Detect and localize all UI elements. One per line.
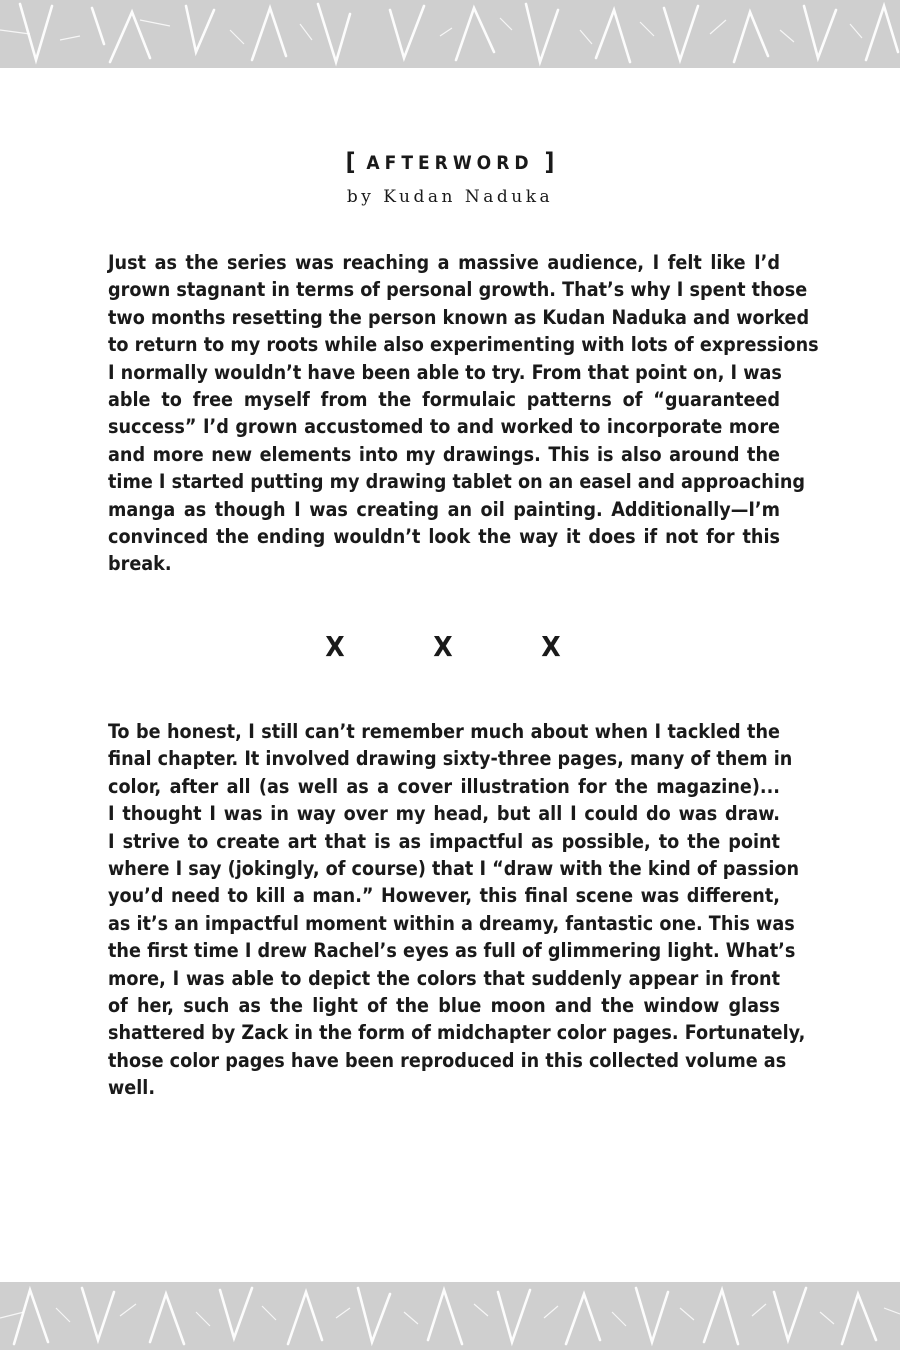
text-line: break. <box>108 552 172 576</box>
text-line: To be honest, I still can’t remember much about when I tackled the <box>108 720 780 743</box>
text-line: well. <box>108 1076 156 1100</box>
text-line: two months resetting the person known as Kudan Naduka and worked <box>108 305 810 329</box>
text-line: I strive to create art that is as impactful as possible, to the point <box>108 829 780 853</box>
section-separator <box>0 630 900 670</box>
decorative-band-top <box>0 0 900 68</box>
text-line: color, after all (as well as a cover illustration for the magazine)... <box>108 774 780 798</box>
bracket-close: ] <box>544 148 555 176</box>
text-line: I thought I was in way over my head, but all I could do was draw. <box>108 802 780 826</box>
text-line: manga as though I was creating an oil painting. Additionally—I’m <box>108 497 780 521</box>
text-line: grown stagnant in terms of personal growth. That’s why I spent those <box>108 278 808 302</box>
text-line: more, I was able to depict the colors that suddenly appear in front <box>108 966 780 990</box>
text-line: and more new elements into my drawings. This is also around the <box>108 442 780 466</box>
text-line: to return to my roots while also experimenting with lots of expressions <box>108 333 819 357</box>
text-line: as it’s an impactful moment within a dreamy, fantastic one. This was <box>108 911 795 935</box>
afterword-title: AFTERWORD <box>366 152 534 174</box>
paragraph-1 <box>108 249 819 578</box>
paragraph-2 <box>108 718 806 1102</box>
text-line: I normally wouldn’t have been able to try. From that point on, I was <box>108 360 782 384</box>
separator-mark: X <box>325 630 345 663</box>
text-line: shattered by Zack in the form of midchapter color pages. Fortunately, <box>108 1021 806 1045</box>
scratch-pattern-top <box>0 0 900 68</box>
author-byline: by Kudan Naduka <box>346 187 554 207</box>
text-line: Just as the series was reaching a massive audience, I felt like I’d <box>108 251 780 274</box>
text-line: convinced the ending wouldn’t look the way it does if not for this <box>108 525 780 549</box>
separator-mark: X <box>541 630 561 663</box>
decorative-band-bottom <box>0 1282 900 1350</box>
text-line: time I started putting my drawing tablet on an easel and approaching <box>108 470 806 494</box>
afterword-heading <box>0 148 900 176</box>
separator-mark: X <box>433 630 453 663</box>
scratch-pattern-bottom <box>0 1282 900 1350</box>
text-line: you’d need to kill a man.” However, this final scene was different, <box>108 884 780 908</box>
text-line: those color pages have been reproduced in this collected volume as <box>108 1048 787 1072</box>
text-line: the first time I drew Rachel’s eyes as full of glimmering light. What’s <box>108 939 796 963</box>
text-line: where I say (jokingly, of course) that I “draw with the kind of passion <box>108 857 800 881</box>
text-line: able to free myself from the formulaic patterns of “guaranteed <box>108 388 780 412</box>
text-line: of her, such as the light of the blue moon and the window glass <box>108 994 780 1018</box>
bracket-open: [ <box>345 148 356 176</box>
text-line: success” I’d grown accustomed to and worked to incorporate more <box>108 415 780 439</box>
text-line: final chapter. It involved drawing sixty-three pages, many of them in <box>108 747 793 771</box>
